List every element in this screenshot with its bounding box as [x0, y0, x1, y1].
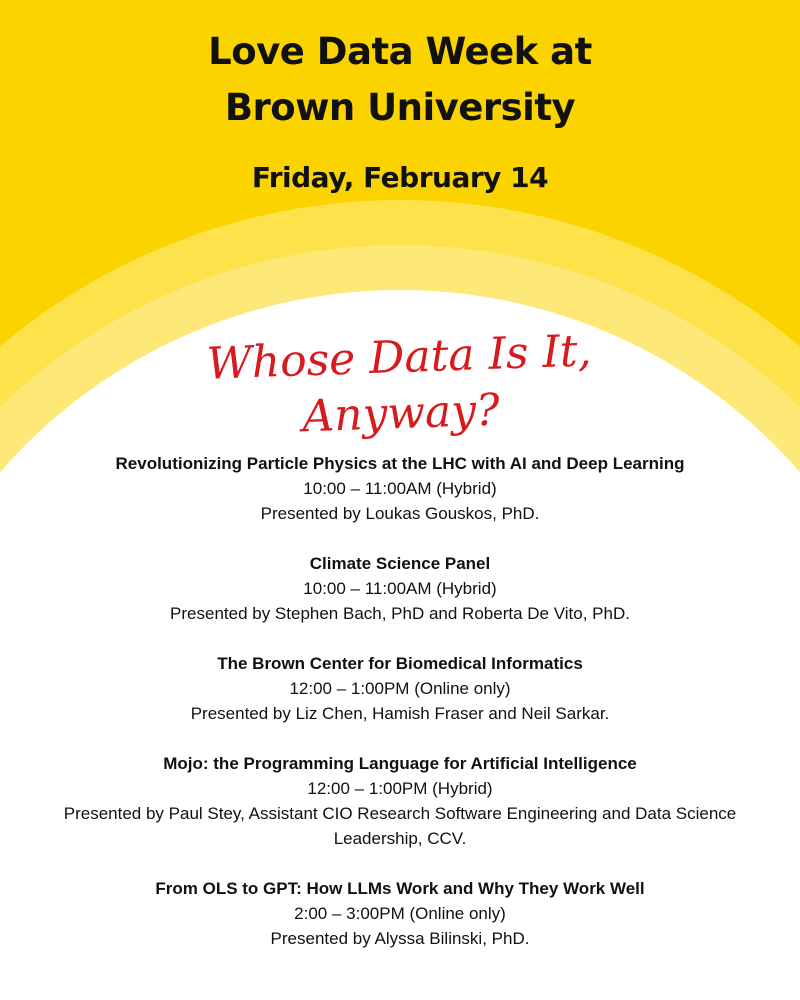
event-title: Climate Science Panel — [309, 554, 491, 573]
event-presenter: Presented by Liz Chen, Hamish Fraser and Neil Sarkar. — [190, 704, 610, 723]
event-title: Revolutionizing Particle Physics at the LHC with AI and Deep Learning — [115, 454, 685, 473]
event-item — [60, 451, 740, 526]
event-time: 10:00 – 11:00AM (Hybrid) — [303, 579, 497, 598]
event-item — [60, 876, 740, 951]
event-presenter: Presented by Paul Stey, Assistant CIO Research Software Engineering and Data Science Leadership, CCV. — [63, 804, 737, 848]
headline: Whose Data Is It, Anyway? — [205, 325, 593, 443]
event-list — [60, 451, 740, 976]
event-time: 10:00 – 11:00AM (Hybrid) — [303, 479, 497, 498]
event-item — [60, 651, 740, 726]
event-time: 2:00 – 3:00PM (Online only) — [294, 904, 506, 923]
event-title: From OLS to GPT: How LLMs Work and Why They Work Well — [155, 879, 645, 898]
event-time: 12:00 – 1:00PM (Online only) — [289, 679, 511, 698]
event-item — [60, 751, 740, 851]
event-title: The Brown Center for Biomedical Informatics — [217, 654, 583, 673]
event-presenter: Presented by Loukas Gouskos, PhD. — [260, 504, 540, 523]
event-time: 12:00 – 1:00PM (Hybrid) — [307, 779, 493, 798]
event-date: Friday, February 14 — [251, 161, 549, 194]
event-presenter: Presented by Alyssa Bilinski, PhD. — [270, 929, 530, 948]
page-title: Love Data Week at Brown University — [208, 30, 592, 129]
event-title: Mojo: the Programming Language for Artificial Intelligence — [163, 754, 637, 773]
event-item — [60, 551, 740, 626]
event-presenter: Presented by Stephen Bach, PhD and Roberta De Vito, PhD. — [170, 604, 630, 623]
